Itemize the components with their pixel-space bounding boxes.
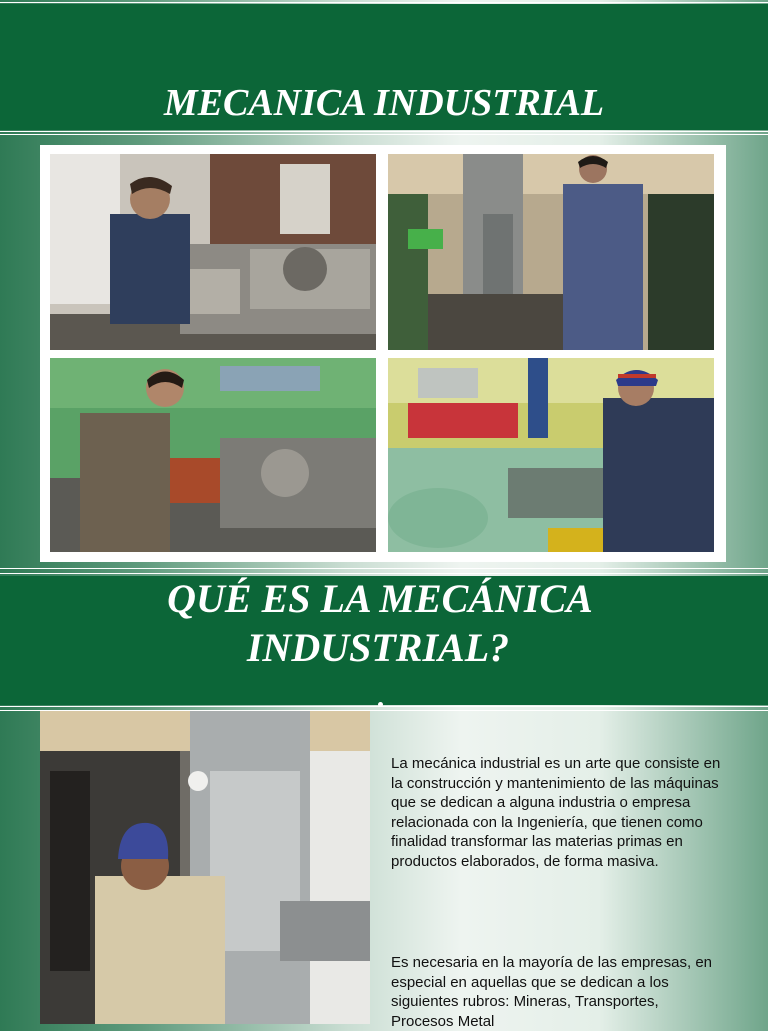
header-rule-bottom-2	[0, 134, 768, 135]
photo-lathe-worker	[50, 154, 376, 350]
header-rule-bottom-1	[0, 131, 768, 132]
photo-milling-machine	[40, 711, 370, 1024]
section-title-line2: INDUSTRIAL?	[246, 625, 510, 670]
paragraph-importance: Es necesaria en la mayoría de las empresas, en especial en aquellas que se dedican a los siguientes rubros: Mineras, Transportes, Procesos Metal	[391, 954, 712, 1030]
paragraph-definition: La mecánica industrial es un arte que consiste en la construcción y mantenimiento de las máquinas que se dedican a alguna industria o empresa relacionada con la Ingeniería, que tienen como finalidad transformar las materias primas en productos elaborados, de forma masiva.	[391, 755, 721, 870]
section-title-line1: QUÉ ES LA MECÁNICA	[167, 576, 593, 621]
photo-collage	[40, 145, 726, 562]
section-rule-bottom-1	[0, 706, 768, 707]
page-title: MECANICA INDUSTRIAL	[163, 82, 605, 124]
section-rule-top-2	[0, 573, 768, 574]
header-rule-top	[0, 2, 768, 3]
bullet-dot	[378, 702, 383, 707]
photo-lathe-beanie-worker	[388, 358, 714, 552]
photo-workshop-worker	[50, 358, 376, 552]
photo-milling-worker	[388, 154, 714, 350]
section-rule-top-1	[0, 568, 768, 569]
